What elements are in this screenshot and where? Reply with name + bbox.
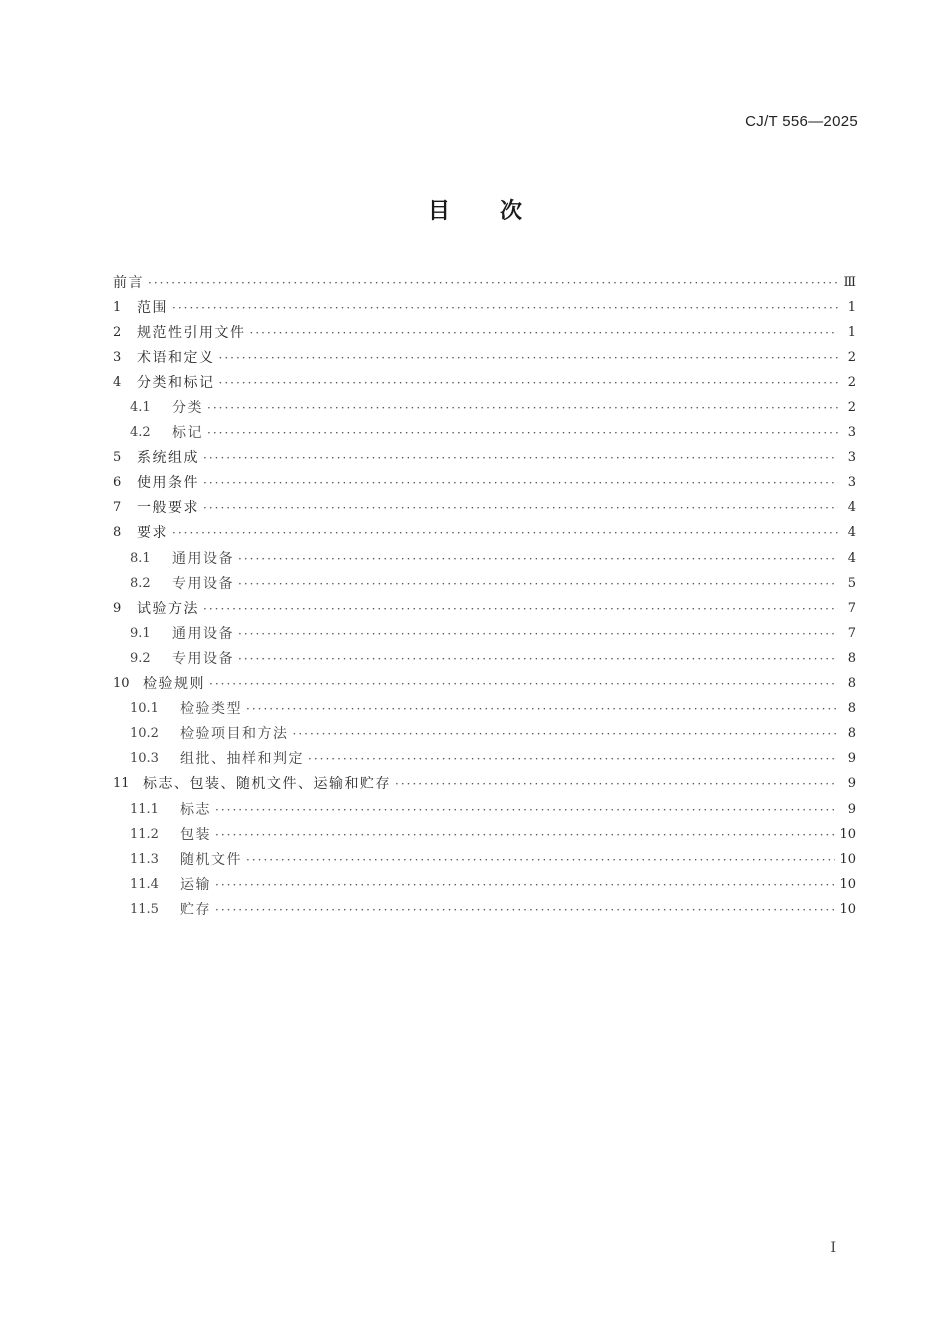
dot-leader xyxy=(308,750,838,768)
toc-entry-label: 前言 xyxy=(113,274,144,291)
toc-entry-page: 2 xyxy=(847,349,856,365)
toc-entry-number: 11.1 xyxy=(130,801,159,817)
toc-entry-page: Ⅲ xyxy=(843,274,856,290)
toc-entry-page: 1 xyxy=(847,299,856,315)
toc-entry-label: 通用设备 xyxy=(172,625,234,642)
toc-entry-label: 要求 xyxy=(137,525,168,542)
toc-entry-page: 10 xyxy=(839,901,856,917)
toc-entry-number: 8 xyxy=(113,525,122,541)
toc-entry[interactable] xyxy=(113,847,856,872)
toc-entry-number: 9.2 xyxy=(130,650,151,666)
toc-entry-number: 11.2 xyxy=(130,826,159,842)
dot-leader xyxy=(215,876,835,894)
toc-entry[interactable] xyxy=(113,345,856,370)
toc-entry-number: 4.1 xyxy=(130,400,151,416)
toc-entry-label: 专用设备 xyxy=(172,575,234,592)
dot-leader xyxy=(250,324,839,342)
toc-entry-number: 10 xyxy=(113,676,130,692)
toc-entry[interactable] xyxy=(113,822,856,847)
toc-entry-number: 11.4 xyxy=(130,876,159,892)
toc-entry-number: 8.2 xyxy=(130,575,151,591)
toc-entry-page: 2 xyxy=(847,374,856,390)
dot-leader xyxy=(293,725,839,743)
toc-entry-label: 检验规则 xyxy=(143,676,205,693)
toc-entry-number: 11.3 xyxy=(130,851,159,867)
toc-entry-page: 8 xyxy=(847,726,856,742)
toc-entry-page: 10 xyxy=(839,851,856,867)
toc-entry-page: 3 xyxy=(847,475,856,491)
dot-leader xyxy=(219,349,839,367)
toc-entry-number: 10.3 xyxy=(130,751,159,767)
toc-entry-page: 10 xyxy=(839,876,856,892)
toc-entry[interactable] xyxy=(113,722,856,747)
toc-entry[interactable] xyxy=(113,421,856,446)
toc-entry-number: 11 xyxy=(113,776,130,792)
toc-entry-page: 7 xyxy=(847,625,856,641)
toc-entry[interactable] xyxy=(113,496,856,521)
toc-entry-label: 检验项目和方法 xyxy=(180,726,289,743)
dot-leader xyxy=(246,851,835,869)
toc-entry[interactable] xyxy=(113,897,856,922)
table-of-contents xyxy=(113,270,856,922)
toc-entry-page: 3 xyxy=(847,450,856,466)
toc-entry-page: 7 xyxy=(847,600,856,616)
toc-entry-label: 分类和标记 xyxy=(137,374,215,391)
toc-entry-number: 4 xyxy=(113,374,122,390)
toc-entry-page: 4 xyxy=(847,550,856,566)
dot-leader xyxy=(215,826,835,844)
toc-entry[interactable] xyxy=(113,646,856,671)
toc-entry[interactable] xyxy=(113,446,856,471)
dot-leader xyxy=(172,524,838,542)
toc-entry[interactable] xyxy=(113,747,856,772)
toc-entry-number: 8.1 xyxy=(130,550,151,566)
toc-entry-page: 8 xyxy=(847,650,856,666)
toc-entry-label: 标记 xyxy=(172,425,203,442)
toc-entry-number: 10.1 xyxy=(130,701,159,717)
dot-leader xyxy=(238,650,838,668)
toc-entry-label: 专用设备 xyxy=(172,650,234,667)
toc-entry[interactable] xyxy=(113,521,856,546)
toc-entry-page: 2 xyxy=(847,400,856,416)
toc-entry-page: 8 xyxy=(847,701,856,717)
toc-entry-page: 8 xyxy=(847,676,856,692)
dot-leader xyxy=(203,600,838,618)
dot-leader xyxy=(209,675,838,693)
dot-leader xyxy=(172,299,838,317)
toc-entry-label: 范围 xyxy=(137,299,168,316)
toc-entry-label: 标志 xyxy=(180,801,211,818)
toc-entry-page: 10 xyxy=(839,826,856,842)
toc-entry-number: 6 xyxy=(113,475,122,491)
dot-leader xyxy=(215,901,835,919)
toc-entry-number: 1 xyxy=(113,299,122,315)
toc-entry[interactable] xyxy=(113,370,856,395)
toc-entry-label: 通用设备 xyxy=(172,550,234,567)
page-title: 目次 xyxy=(427,199,572,224)
toc-entry-page: 4 xyxy=(847,500,856,516)
dot-leader xyxy=(219,374,839,392)
toc-entry-page: 9 xyxy=(847,776,856,792)
toc-entry[interactable] xyxy=(113,797,856,822)
dot-leader xyxy=(203,474,838,492)
toc-entry-label: 一般要求 xyxy=(137,500,199,517)
toc-entry-label: 包装 xyxy=(180,826,211,843)
toc-entry-number: 7 xyxy=(113,500,122,516)
toc-entry-label: 组批、抽样和判定 xyxy=(180,751,304,768)
toc-entry-number: 2 xyxy=(113,324,122,340)
toc-entry-label: 术语和定义 xyxy=(137,349,215,366)
toc-entry-label: 系统组成 xyxy=(137,450,199,467)
toc-entry-label: 标志、包装、随机文件、运输和贮存 xyxy=(143,776,391,793)
toc-entry-number: 4.2 xyxy=(130,425,151,441)
toc-entry[interactable] xyxy=(113,672,856,697)
dot-leader xyxy=(238,550,838,568)
toc-entry-page: 4 xyxy=(847,525,856,541)
toc-entry[interactable] xyxy=(113,546,856,571)
toc-entry[interactable] xyxy=(113,571,856,596)
toc-entry[interactable] xyxy=(113,872,856,897)
toc-entry-label: 运输 xyxy=(180,876,211,893)
toc-entry-number: 11.5 xyxy=(130,901,159,917)
toc-entry-number: 10.2 xyxy=(130,726,159,742)
toc-entry-label: 贮存 xyxy=(180,901,211,918)
toc-entry-label: 分类 xyxy=(172,400,203,417)
toc-entry-number: 5 xyxy=(113,450,122,466)
toc-entry-number: 3 xyxy=(113,349,122,365)
dot-leader xyxy=(238,575,838,593)
toc-entry[interactable] xyxy=(113,270,856,295)
toc-entry-page: 1 xyxy=(847,324,856,340)
dot-leader xyxy=(238,625,838,643)
dot-leader xyxy=(215,801,838,819)
toc-entry[interactable] xyxy=(113,621,856,646)
toc-entry-label: 试验方法 xyxy=(137,600,199,617)
toc-entry-page: 9 xyxy=(847,801,856,817)
toc-entry[interactable] xyxy=(113,295,856,320)
standard-number: CJ/T 556—2025 xyxy=(745,113,858,130)
toc-entry-label: 使用条件 xyxy=(137,475,199,492)
toc-entry[interactable] xyxy=(113,320,856,345)
toc-entry[interactable] xyxy=(113,596,856,621)
dot-leader xyxy=(246,700,838,718)
dot-leader xyxy=(395,775,838,793)
dot-leader xyxy=(207,399,838,417)
toc-entry-label: 随机文件 xyxy=(180,851,242,868)
toc-entry-number: 9.1 xyxy=(130,625,151,641)
toc-entry-label: 规范性引用文件 xyxy=(137,324,246,341)
toc-entry-page: 3 xyxy=(847,425,856,441)
toc-entry-number: 9 xyxy=(113,600,122,616)
dot-leader xyxy=(203,499,838,517)
toc-entry[interactable] xyxy=(113,471,856,496)
toc-entry[interactable] xyxy=(113,697,856,722)
page-number: I xyxy=(830,1240,836,1256)
toc-entry-label: 检验类型 xyxy=(180,701,242,718)
dot-leader xyxy=(207,424,838,442)
toc-entry-page: 9 xyxy=(847,751,856,767)
toc-entry[interactable] xyxy=(113,772,856,797)
toc-entry[interactable] xyxy=(113,395,856,420)
dot-leader xyxy=(148,274,838,292)
dot-leader xyxy=(203,449,838,467)
toc-entry-page: 5 xyxy=(847,575,856,591)
